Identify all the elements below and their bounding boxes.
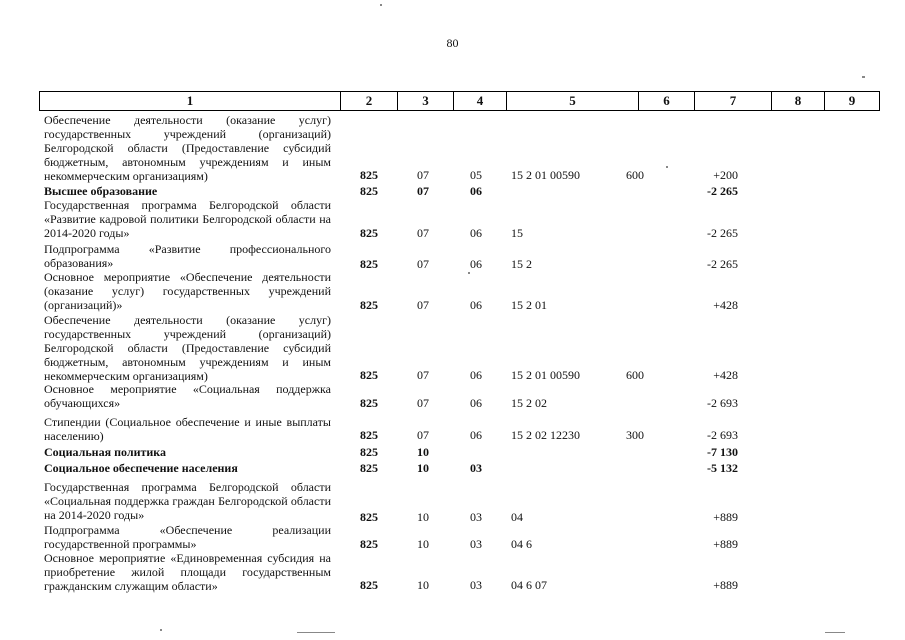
cell-amount: -2 693 <box>707 428 738 442</box>
cell-section: 07 <box>417 257 429 271</box>
cell-target-article <box>511 445 611 459</box>
cell-section: 10 <box>417 578 429 592</box>
header-col-9: 9 <box>848 93 856 108</box>
cell-subsection <box>463 445 489 459</box>
cell-expense-type <box>620 396 650 410</box>
row-description: Обеспечение деятельности (оказание услуг) государственных учреждений (организаций) Белгородской области (Предоставление субсидий бюджетным, автономным учреждениям и иным некоммерческим организациям) <box>44 113 331 183</box>
cell-section: 07 <box>417 184 429 198</box>
header-col-1: 1 <box>40 92 341 110</box>
cell-target-article: 04 6 <box>511 537 532 551</box>
header-col-2: 2 <box>341 92 398 110</box>
cell-section: 07 <box>417 168 429 182</box>
cell-section: 07 <box>417 396 429 410</box>
cell-ministry: 825 <box>360 368 378 382</box>
cell-section: 07 <box>417 226 429 240</box>
cell-subsection: 03 <box>470 510 482 524</box>
cell-section: 10 <box>417 510 429 524</box>
row-description: Подпрограмма «Развитие профессионального образования» <box>44 242 331 270</box>
header-col-4: 4 <box>454 92 507 110</box>
cell-amount: -2 265 <box>707 257 738 271</box>
cell-section: 07 <box>417 428 429 442</box>
row-description: Социальная политика <box>44 445 167 459</box>
cell-target-article: 15 2 01 00590 <box>511 368 580 382</box>
cell-subsection: 06 <box>470 298 482 312</box>
page-number: 80 <box>446 36 459 50</box>
table-header <box>39 91 880 111</box>
row-description: Основное мероприятие «Единовременная субсидия на приобретение жилой площади государственным гражданским служащим области» <box>44 551 331 593</box>
cell-target-article: 15 2 02 12230 <box>511 428 580 442</box>
cell-target-article: 15 2 01 00590 <box>511 168 580 182</box>
cell-amount: -7 130 <box>707 445 738 459</box>
cell-amount: +889 <box>713 578 738 592</box>
cell-expense-type <box>620 461 650 475</box>
cell-expense-type <box>620 226 650 240</box>
scan-speck <box>666 166 668 168</box>
cell-ministry: 825 <box>360 298 378 312</box>
cell-amount: +889 <box>713 537 738 551</box>
header-col-6: 6 <box>639 92 695 110</box>
row-description: Высшее образование <box>44 184 158 198</box>
cell-amount: +428 <box>713 368 738 382</box>
header-col-5: 5 <box>507 92 639 110</box>
cell-amount: -2 265 <box>707 184 738 198</box>
cell-target-article <box>511 184 611 198</box>
cell-expense-type <box>620 257 650 271</box>
cell-target-article: 15 2 <box>511 257 532 271</box>
header-col-3: 3 <box>398 92 454 110</box>
row-description: Государственная программа Белгородской области «Социальная поддержка граждан Белгородской области на 2014-2020 годы» <box>44 480 331 522</box>
cell-ministry: 825 <box>360 578 378 592</box>
cell-amount: -5 132 <box>707 461 738 475</box>
scan-speck <box>468 272 470 274</box>
cell-ministry: 825 <box>360 510 378 524</box>
scan-speck <box>160 629 162 631</box>
scan-speck <box>825 632 845 633</box>
cell-subsection: 03 <box>470 537 482 551</box>
cell-expense-type <box>620 510 650 524</box>
cell-ministry: 825 <box>360 461 378 475</box>
cell-section: 07 <box>417 368 429 382</box>
cell-amount: -2 693 <box>707 396 738 410</box>
cell-subsection: 03 <box>470 461 482 475</box>
cell-target-article: 04 6 07 <box>511 578 547 592</box>
cell-expense-type: 300 <box>626 428 644 442</box>
cell-ministry: 825 <box>360 168 378 182</box>
header-col-8: 8 <box>772 92 825 110</box>
cell-section: 10 <box>417 445 429 459</box>
cell-expense-type: 600 <box>626 368 644 382</box>
cell-ministry: 825 <box>360 257 378 271</box>
cell-target-article: 15 2 02 <box>511 396 547 410</box>
cell-expense-type <box>620 537 650 551</box>
cell-ministry: 825 <box>360 396 378 410</box>
scan-speck <box>380 4 382 6</box>
cell-expense-type <box>620 184 650 198</box>
cell-ministry: 825 <box>360 445 378 459</box>
cell-expense-type <box>620 298 650 312</box>
row-description: Государственная программа Белгородской области «Развитие кадровой политики Белгородской области на 2014-2020 годы» <box>44 198 331 240</box>
cell-amount: +428 <box>713 298 738 312</box>
cell-section: 10 <box>417 461 429 475</box>
cell-subsection: 06 <box>470 257 482 271</box>
row-description: Социальное обеспечение населения <box>44 461 238 475</box>
cell-ministry: 825 <box>360 428 378 442</box>
row-description: Стипендии (Социальное обеспечение и иные выплаты населению) <box>44 415 331 443</box>
cell-subsection: 06 <box>470 396 482 410</box>
row-description: Обеспечение деятельности (оказание услуг) государственных учреждений (организаций) Белгородской области (Предоставление субсидий бюджетным, автономным учреждениям и иным некоммерческим организациям) <box>44 313 331 383</box>
scan-speck <box>862 76 865 78</box>
cell-expense-type: 600 <box>626 168 644 182</box>
header-col-7: 7 <box>695 92 772 110</box>
row-description: Основное мероприятие «Обеспечение деятельности (оказание услуг) государственных учреждений (организаций)» <box>44 270 331 312</box>
cell-target-article <box>511 461 611 475</box>
cell-amount: +200 <box>713 168 738 182</box>
cell-expense-type <box>620 445 650 459</box>
cell-target-article: 04 <box>511 510 523 524</box>
cell-ministry: 825 <box>360 184 378 198</box>
cell-ministry: 825 <box>360 226 378 240</box>
cell-amount: +889 <box>713 510 738 524</box>
cell-section: 10 <box>417 537 429 551</box>
cell-ministry: 825 <box>360 537 378 551</box>
row-description: Подпрограмма «Обеспечение реализации государственной программы» <box>44 523 331 551</box>
row-description: Основное мероприятие «Социальная поддержка обучающихся» <box>44 382 331 410</box>
cell-subsection: 05 <box>470 168 482 182</box>
cell-section: 07 <box>417 298 429 312</box>
cell-expense-type <box>620 578 650 592</box>
cell-subsection: 06 <box>470 184 482 198</box>
cell-target-article: 15 <box>511 226 523 240</box>
cell-subsection: 06 <box>470 226 482 240</box>
cell-amount: -2 265 <box>707 226 738 240</box>
cell-subsection: 03 <box>470 578 482 592</box>
cell-subsection: 06 <box>470 428 482 442</box>
cell-subsection: 06 <box>470 368 482 382</box>
scan-speck <box>297 632 335 633</box>
cell-target-article: 15 2 01 <box>511 298 547 312</box>
